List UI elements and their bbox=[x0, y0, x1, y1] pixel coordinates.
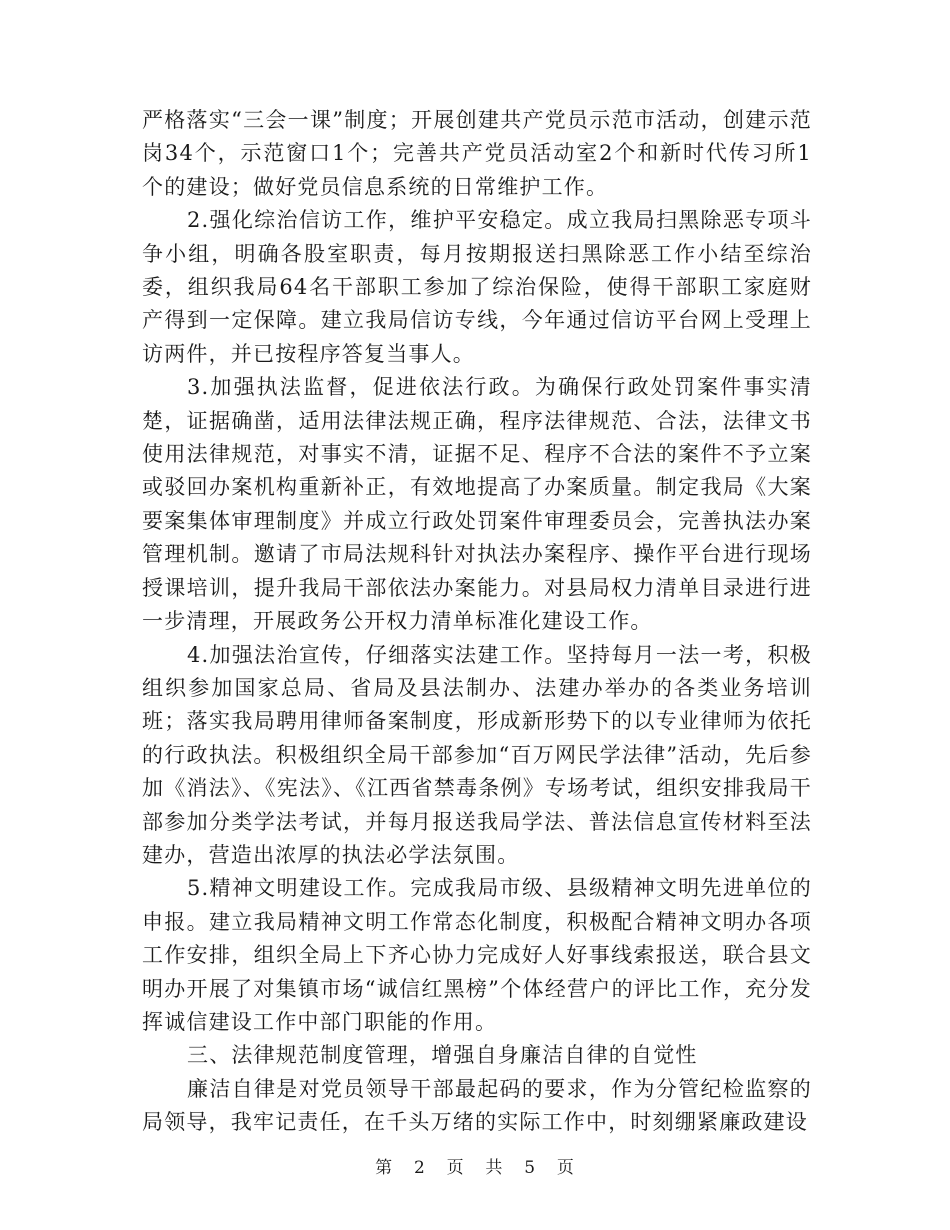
current-page-number: 2 bbox=[413, 1158, 426, 1178]
paragraph: 严格落实“三会一课”制度；开展创建共产党员示范市活动，创建示范岗34个，示范窗口1个；完善共产党员活动室2个和新时代传习所1个的建设；做好党员信息系统的日常维护工作。 bbox=[142, 108, 812, 199]
footer-prefix: 第 bbox=[375, 1158, 394, 1178]
paragraph: 2.强化综治信访工作，维护平安稳定。成立我局扫黑除恶专项斗争小组，明确各股室职责，每月按期报送扫黑除恶工作小结至综治委，组织我局64名干部职工参加了综治保险，使得干部职工家庭财产得到一定保障。建立我局信访专线，今年通过信访平台网上受理上访两件，并已按程序答复当事人。 bbox=[142, 208, 812, 366]
paragraph: 廉洁自律是对党员领导干部最起码的要求，作为分管纪检监察的局领导，我牢记责任，在千头万绪的实际工作中，时刻绷紧廉政建设 bbox=[142, 1076, 812, 1135]
paragraph: 4.加强法治宣传，仔细落实法建工作。坚持每月一法一考，积极组织参加国家总局、省局及县法制办、法建办举办的各类业务培训班；落实我局聘用律师备案制度，形成新形势下的以专业律师为依托的行政执法。积极组织全局干部参加“百万网民学法律”活动，先后参加《消法》、《宪法》、《江西省禁毒条例》专场考试，组织安排我局干部参加分类学法考试，并每月报送我局学法、普法信息宣传材料至法建办，营造出浓厚的执法必学法氛围。 bbox=[142, 642, 812, 867]
paragraph: 5.精神文明建设工作。完成我局市级、县级精神文明先进单位的申报。建立我局精神文明工作常态化制度，积极配合精神文明办各项工作安排，组织全局上下齐心协力完成好人好事线索报送，联合县文明办开展了对集镇市场“诚信红黑榜”个体经营户的评比工作，充分发挥诚信建设工作中部门职能的作用。 bbox=[142, 876, 812, 1034]
paragraph: 3.加强执法监督，促进依法行政。为确保行政处罚案件事实清楚，证据确凿，适用法律法规正确，程序法律规范、合法，法律文书使用法律规范，对事实不清，证据不足、程序不合法的案件不予立案或驳回办案机构重新补正，有效地提高了办案质量。制定我局《大案要案集体审理制度》并成立行政处罚案件审理委员会，完善执法办案管理机制。邀请了市局法规科针对执法办案程序、操作平台进行现场授课培训，提升我局干部依法办案能力。对县局权力清单目录进行进一步清理，开展政务公开权力清单标准化建设工作。 bbox=[142, 375, 812, 634]
footer-total-prefix: 共 bbox=[485, 1158, 504, 1178]
footer-total-suffix: 页 bbox=[556, 1158, 575, 1178]
section-heading: 三、法律规范制度管理，增强自身廉洁自律的自觉性 bbox=[187, 1043, 698, 1068]
footer-page-label: 页 bbox=[446, 1158, 465, 1178]
page-footer bbox=[0, 1153, 950, 1178]
total-pages-number: 5 bbox=[524, 1158, 537, 1178]
document-body bbox=[142, 104, 812, 1140]
